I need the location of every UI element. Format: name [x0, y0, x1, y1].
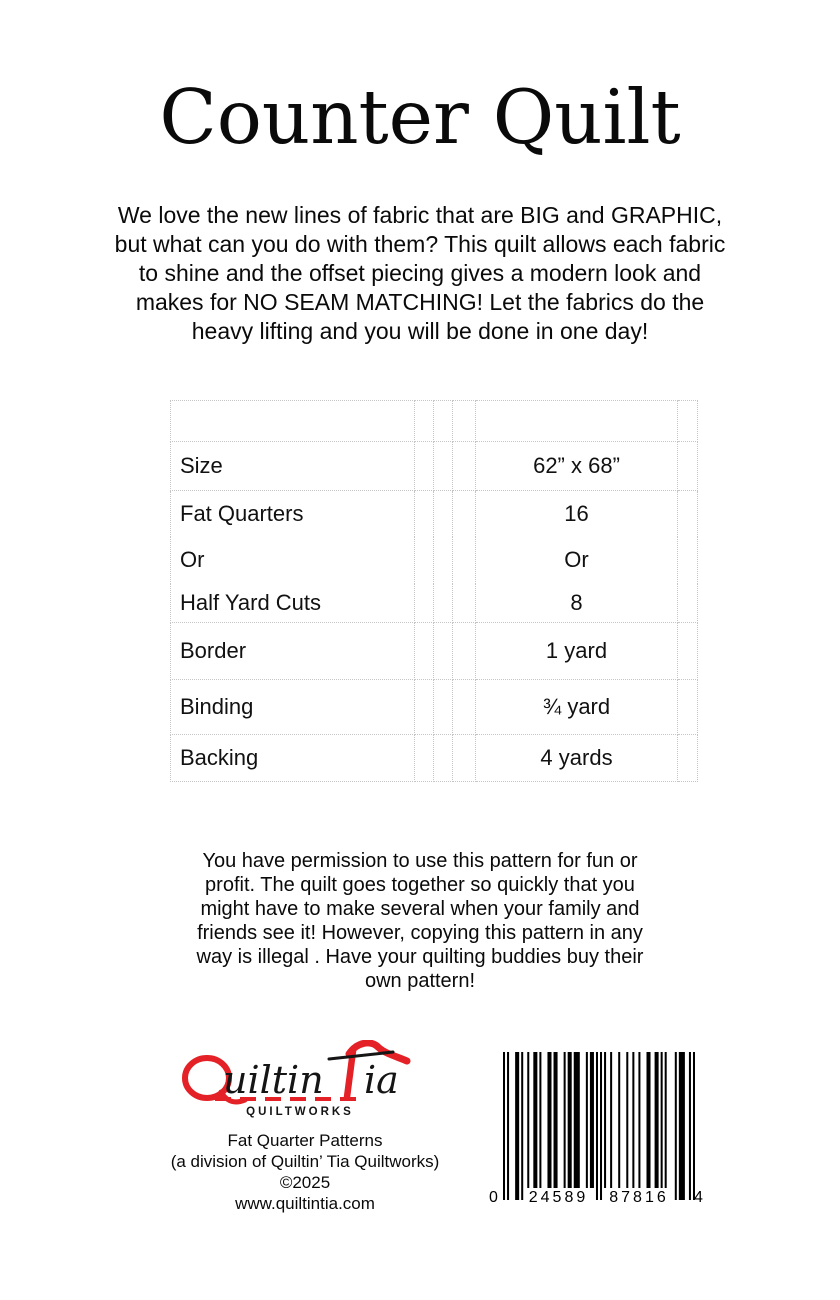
brand-block	[125, 1040, 485, 1214]
table-cell-spacer	[415, 680, 434, 735]
table-cell-value: 1 yard	[476, 623, 678, 680]
table-cell-spacer	[434, 623, 453, 680]
table-cell-spacer	[434, 491, 453, 537]
table-row	[171, 623, 698, 680]
intro-line: to shine and the offset piecing gives a modern look and	[138, 260, 702, 286]
table-cell-spacer	[453, 584, 476, 623]
table-cell-spacer	[678, 442, 698, 491]
table-cell-spacer	[453, 680, 476, 735]
publisher-info	[125, 1130, 485, 1214]
table-cell-value: Or	[476, 537, 678, 584]
table-cell-label: Binding	[171, 680, 415, 735]
table-cell-label: Or	[171, 537, 415, 584]
table-row	[171, 735, 698, 782]
table-cell-label: Fat Quarters	[171, 491, 415, 537]
table-row	[171, 442, 698, 491]
table-row	[171, 680, 698, 735]
table-cell-value	[476, 401, 678, 442]
barcode-bars	[503, 1052, 695, 1200]
page-title: Counter Quilt	[159, 73, 681, 161]
table-cell-label: Size	[171, 442, 415, 491]
permission-line: You have permission to use this pattern for fun or	[202, 850, 638, 872]
table-cell-label: Backing	[171, 735, 415, 782]
barcode-digit-group: 4	[694, 1189, 703, 1206]
materials-table	[170, 400, 698, 782]
permission-line: way is illegal . Have your quilting buddies buy their	[196, 946, 644, 968]
table-cell-spacer	[415, 584, 434, 623]
logo-script-uiltin: uiltin	[223, 1058, 324, 1102]
table-cell-spacer	[415, 401, 434, 442]
table-cell-spacer	[415, 735, 434, 782]
table-cell-spacer	[415, 623, 434, 680]
table-row	[171, 584, 698, 623]
table-cell-spacer	[434, 584, 453, 623]
table-cell-value: 4 yards	[476, 735, 678, 782]
publisher-name: Fat Quarter Patterns	[227, 1131, 383, 1150]
table-cell-spacer	[453, 401, 476, 442]
permission-line: own pattern!	[364, 970, 476, 992]
table-cell-spacer	[678, 584, 698, 623]
intro-line: We love the new lines of fabric that are BIG and GRAPHIC,	[117, 202, 723, 228]
logo-script-ia: ia	[364, 1058, 399, 1102]
table-cell-spacer	[434, 680, 453, 735]
table-cell-spacer	[678, 623, 698, 680]
table-cell-label: Border	[171, 623, 415, 680]
table-cell-spacer	[453, 735, 476, 782]
table-cell-spacer	[434, 537, 453, 584]
logo-subtitle: QUILTWORKS	[246, 1106, 354, 1118]
website-url: www.quiltintia.com	[235, 1194, 375, 1213]
barcode-digit-group: 87816	[609, 1189, 669, 1206]
intro-line: makes for NO SEAM MATCHING! Let the fabrics do the	[135, 289, 705, 315]
table-cell-spacer	[415, 491, 434, 537]
permission-paragraph	[120, 849, 720, 993]
table-row	[171, 401, 698, 442]
table-cell-spacer	[678, 680, 698, 735]
table-cell-spacer	[678, 537, 698, 584]
table-row	[171, 537, 698, 584]
table-cell-spacer	[453, 623, 476, 680]
intro-line: but what can you do with them? This quilt allows each fabric	[114, 231, 726, 257]
permission-line: friends see it! However, copying this pattern in any	[197, 922, 643, 944]
barcode-digit-group: 24589	[528, 1189, 589, 1206]
table-cell-spacer	[453, 491, 476, 537]
table-cell-spacer	[678, 735, 698, 782]
intro-line: heavy lifting and you will be done in one day!	[191, 318, 649, 344]
table-cell-value: 16	[476, 491, 678, 537]
permission-line: profit. The quilt goes together so quickly that you	[205, 874, 635, 896]
table-row	[171, 491, 698, 537]
table-cell-value: 8	[476, 584, 678, 623]
table-cell-spacer	[415, 537, 434, 584]
publisher-division: (a division of Quiltin’ Tia Quiltworks)	[170, 1152, 440, 1171]
copyright: ©2025	[279, 1173, 331, 1192]
table-cell-spacer	[434, 442, 453, 491]
permission-line: might have to make several when your family and	[200, 898, 640, 920]
table-cell-value: 62” x 68”	[476, 442, 678, 491]
barcode-digit-group: 0	[489, 1189, 498, 1206]
table-cell-label	[171, 401, 415, 442]
table-cell-spacer	[453, 537, 476, 584]
table-cell-value: ¾ yard	[476, 680, 678, 735]
intro-paragraph	[40, 201, 800, 346]
table-cell-spacer	[678, 401, 698, 442]
upc-barcode	[486, 1046, 707, 1212]
table-cell-spacer	[415, 442, 434, 491]
table-cell-spacer	[678, 491, 698, 537]
table-cell-spacer	[434, 735, 453, 782]
table-cell-spacer	[453, 442, 476, 491]
quiltin-tia-logo	[165, 1040, 445, 1118]
table-cell-spacer	[434, 401, 453, 442]
table-cell-label: Half Yard Cuts	[171, 584, 415, 623]
